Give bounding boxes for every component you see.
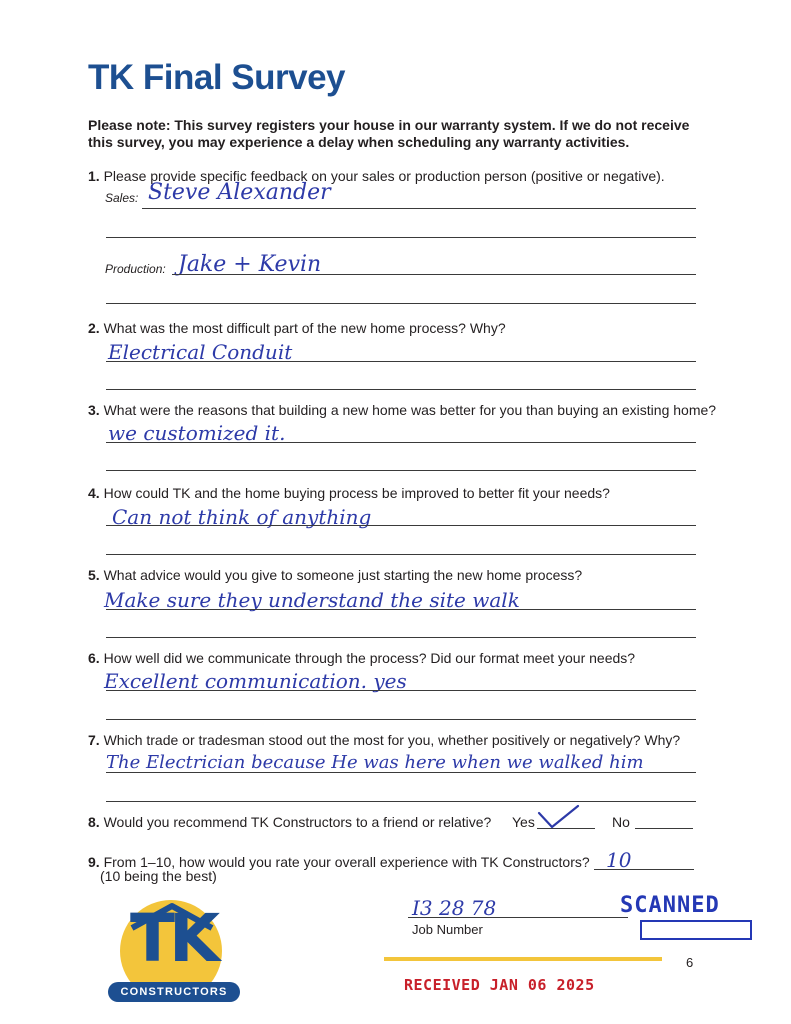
sales-answer[interactable]: Steve Alexander <box>148 180 331 205</box>
sales-label: Sales: <box>105 191 139 205</box>
checkmark-icon[interactable] <box>536 803 582 831</box>
footer-accent-bar <box>384 957 662 961</box>
rating-answer-line <box>594 869 694 870</box>
job-number-line <box>408 917 628 918</box>
scanned-stamp-box <box>640 920 752 940</box>
question-number: 7. <box>88 732 100 748</box>
answer-line <box>106 303 696 304</box>
answer-line <box>106 690 696 691</box>
answer-line <box>106 237 696 238</box>
logo-letters: TK <box>130 900 215 977</box>
answer-line <box>106 609 696 610</box>
question-number: 9. <box>88 854 100 870</box>
question-number: 6. <box>88 650 100 666</box>
answer-line <box>106 361 696 362</box>
question-number: 5. <box>88 567 100 583</box>
survey-title: TK Final Survey <box>88 58 346 97</box>
answer-line <box>106 772 696 773</box>
question-text: How well did we communicate through the process? Did our format meet your needs? <box>99 650 636 666</box>
answer-line <box>172 274 696 275</box>
answer-line <box>106 554 696 555</box>
received-stamp: RECEIVED JAN 06 2025 <box>404 976 595 994</box>
question-number: 4. <box>88 485 100 501</box>
page-number: 6 <box>686 955 694 970</box>
q9-answer[interactable]: 10 <box>606 848 632 872</box>
question-4 <box>88 485 610 501</box>
question-text: Which trade or tradesman stood out the most for you, whether positively or negatively? Why? <box>99 732 681 748</box>
yes-label: Yes <box>512 814 535 830</box>
job-number-value[interactable]: I3 28 78 <box>412 896 497 920</box>
no-answer-line <box>635 828 693 829</box>
question-number: 3. <box>88 402 100 418</box>
question-text: What were the reasons that building a new home was better for you than buying an existing home? <box>99 402 717 418</box>
q3-answer[interactable]: we customized it. <box>108 421 286 445</box>
answer-line <box>106 637 696 638</box>
scanned-stamp: SCANNED <box>620 893 720 918</box>
production-label: Production: <box>105 262 166 276</box>
question-7 <box>88 732 680 748</box>
logo-badge: CONSTRUCTORS <box>108 982 240 1002</box>
question-number: 8. <box>88 814 100 830</box>
answer-line <box>106 719 696 720</box>
question-number: 1. <box>88 168 100 184</box>
answer-line <box>106 470 696 471</box>
job-number-label: Job Number <box>412 922 483 937</box>
question-number: 2. <box>88 320 100 336</box>
production-answer[interactable]: Jake + Kevin <box>178 252 322 277</box>
answer-line <box>142 208 696 209</box>
question-3 <box>88 402 716 418</box>
question-9-subtext: (10 being the best) <box>100 868 217 884</box>
question-text: From 1–10, how would yo​u rate your overall experience with TK Constructors? <box>99 854 590 870</box>
q7-answer[interactable]: The Electrician because He was here when we walked him <box>106 752 644 773</box>
survey-note: Please note: This survey registers your house in our warranty system. If we do not receive this survey, you may experience a delay when scheduling any warranty activities. <box>88 117 690 150</box>
no-label: No <box>612 814 630 830</box>
q4-answer[interactable]: Can not think of anything <box>112 505 372 529</box>
q2-answer[interactable]: Electrical Conduit <box>108 340 293 364</box>
question-2 <box>88 320 506 336</box>
answer-line <box>106 442 696 443</box>
question-text: What advice would you give to someone just starting the new home process? <box>99 567 583 583</box>
answer-line <box>106 801 696 802</box>
question-text: How could TK and the home buying process be improved to better fit your needs? <box>99 485 610 501</box>
q5-answer[interactable]: Make sure they understand the site walk <box>104 588 520 612</box>
question-8 <box>88 814 491 830</box>
question-5 <box>88 567 582 583</box>
q6-answer[interactable]: Excellent communication. yes <box>104 669 407 693</box>
question-text: What was the most difficult part of the new home process? Why? <box>99 320 506 336</box>
question-6 <box>88 650 635 666</box>
question-text: Please provide specific feedback on your sales or production person (positive or negative). <box>99 168 665 184</box>
answer-line <box>106 525 696 526</box>
answer-line <box>106 389 696 390</box>
question-text: Would you recommend TK Constructors to a friend or relative? <box>99 814 492 830</box>
